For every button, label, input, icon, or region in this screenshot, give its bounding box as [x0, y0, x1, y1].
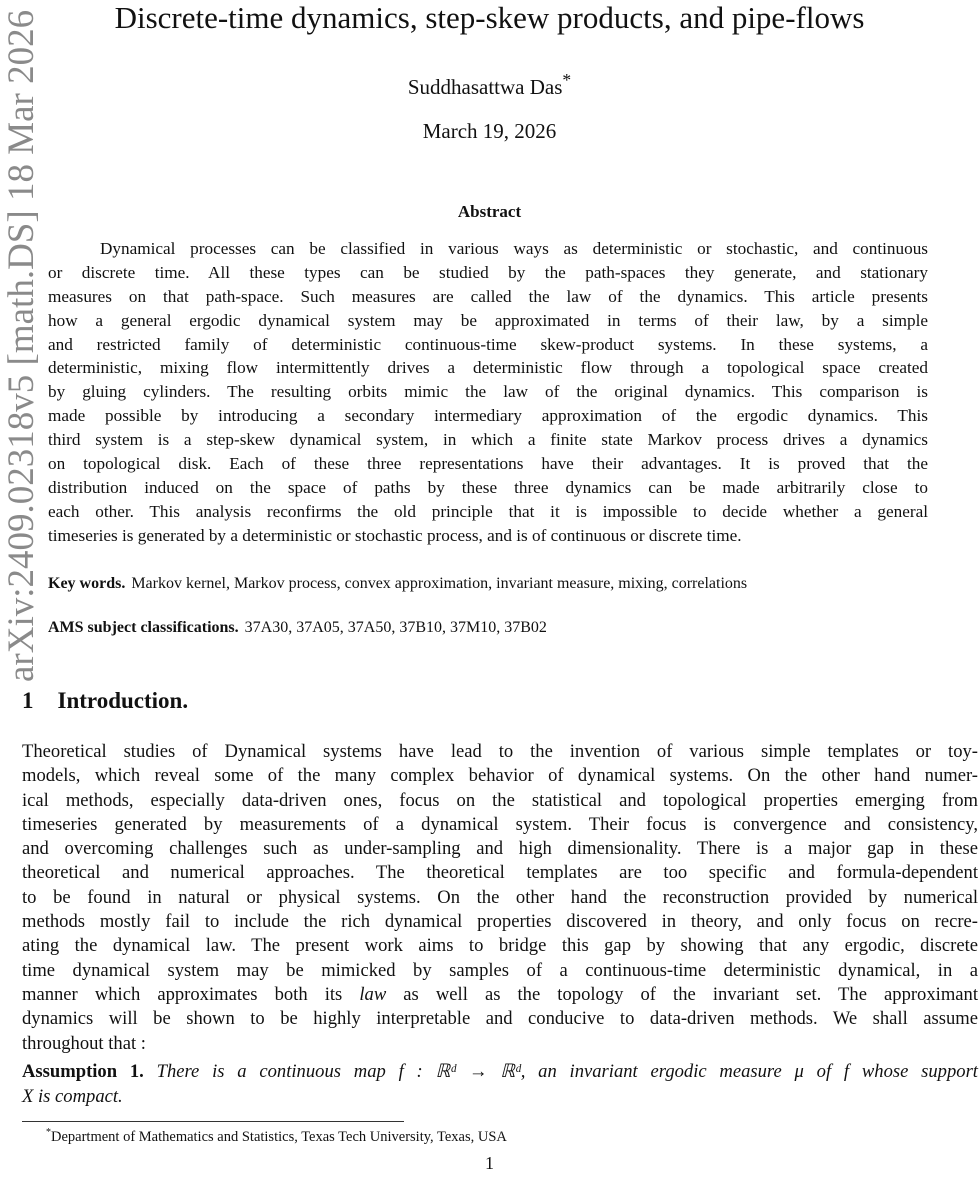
footnote — [46, 1127, 507, 1146]
section-heading — [22, 688, 188, 714]
assumption-line — [22, 1059, 978, 1084]
keywords — [48, 575, 747, 593]
abstract-line: or discrete time. All these types can be studied by the path-spaces they generate, and stationary — [48, 262, 928, 282]
arxiv-stamp: arXiv:2409.02318v5 [math.DS] 18 Mar 2026 — [1, 9, 42, 682]
intro-line: to be found in natural or physical systems. On the other hand the reconstruction provided by numerical — [22, 886, 978, 908]
assumption-1 — [22, 1059, 978, 1109]
assumption-text-2: X is compact. — [22, 1086, 123, 1107]
page-number: 1 — [485, 1153, 494, 1173]
abstract-line: each other. This analysis reconfirms the old principle that it is impossible to decide whether a general — [48, 501, 928, 521]
abstract-line: distribution induced on the space of paths by these three dynamics can be made arbitrarily close to — [48, 477, 928, 497]
intro-line: throughout that : — [22, 1032, 146, 1054]
abstract-heading: Abstract — [457, 202, 522, 221]
intro-line: timeseries generated by measurements of a dynamical system. Their focus is convergence and consistency, — [22, 813, 978, 835]
abstract-body — [48, 237, 928, 548]
author-name: Suddhasattwa Das — [407, 75, 563, 99]
date: March 19, 2026 — [422, 119, 557, 143]
footnote-mark: * — [46, 1127, 51, 1138]
section-number: 1 — [22, 688, 34, 713]
section-title: Introduction. — [57, 688, 189, 713]
abstract-line: measures on that path-space. Such measures are called the law of the dynamics. This article presents — [48, 286, 928, 306]
abstract-line: on topological disk. Each of these three representations have their advantages. It is proved that the — [48, 454, 928, 474]
intro-line: and overcoming challenges such as under-sampling and high dimensionality. There is a major gap in these — [22, 838, 978, 860]
intro-line: models, which reveal some of the many complex behavior of dynamical systems. On the other hand numer- — [22, 765, 978, 787]
paper-title: Discrete-time dynamics, step-skew products, and pipe-flows — [114, 0, 865, 35]
emphasis-law: law — [359, 983, 387, 1005]
author — [0, 70, 979, 100]
text-segment: as well as the topology of the invariant set. The approximant — [386, 983, 979, 1005]
abstract-line: by gluing cylinders. The resulting orbits mimic the law of the original dynamics. This comparison is — [48, 382, 928, 402]
assumption-text: There is a continuous map f : ℝᵈ → ℝᵈ, an invariant ergodic measure μ of f whose support — [156, 1061, 978, 1082]
text-segment: manner which approximates both its — [22, 983, 360, 1005]
intro-line: methods mostly fail to include the rich dynamical properties discovered in theory, and only focus on recre- — [22, 911, 978, 933]
footnote-text: Department of Mathematics and Statistics, Texas Tech University, Texas, USA — [51, 1128, 507, 1145]
abstract-line: Dynamical processes can be classified in various ways as deterministic or stochastic, and continuous — [100, 239, 928, 258]
ams-text: 37A30, 37A05, 37A50, 37B10, 37M10, 37B02 — [244, 619, 547, 636]
abstract-line: deterministic, mixing flow intermittently drives a deterministic flow through a topological space created — [48, 358, 928, 378]
abstract-line: made possible by introducing a secondary intermediary approximation of the ergodic dynamics. This — [48, 406, 928, 426]
assumption-label: Assumption 1. — [22, 1061, 144, 1082]
ams-classifications — [48, 619, 547, 637]
intro-line: ical methods, especially data-driven ones, focus on the statistical and topological properties emerging from — [22, 789, 978, 811]
abstract-line: how a general ergodic dynamical system may be approximated in terms of their law, by a simple — [48, 310, 928, 330]
footnote-rule — [22, 1121, 404, 1122]
intro-line — [22, 983, 978, 1007]
intro-line: ating the dynamical law. The present work aims to bridge this gap by showing that any ergodic, discrete — [22, 935, 978, 957]
intro-line: theoretical and numerical approaches. The theoretical templates are too specific and formula-dependent — [22, 862, 978, 884]
intro-line: dynamics will be shown to be highly interpretable and conducive to data-driven methods. We shall assume — [22, 1008, 978, 1030]
intro-paragraph — [22, 740, 978, 1056]
intro-line: time dynamical system may be mimicked by samples of a continuous-time deterministic dynamical, in a — [22, 959, 978, 981]
keywords-label: Key words. — [48, 575, 126, 592]
abstract-line: third system is a step-skew dynamical system, in which a finite state Markov process drives a dynamics — [48, 430, 928, 450]
abstract-line: and restricted family of deterministic continuous-time skew-product systems. In these systems, a — [48, 334, 928, 354]
abstract-line: timeseries is generated by a deterministic or stochastic process, and is of continuous or discrete time. — [48, 525, 742, 545]
ams-label: AMS subject classifications. — [48, 619, 239, 636]
assumption-line — [22, 1084, 978, 1109]
keywords-text: Markov kernel, Markov process, convex approximation, invariant measure, mixing, correlations — [131, 575, 748, 592]
author-footnote-mark: * — [562, 70, 572, 90]
intro-line: Theoretical studies of Dynamical systems have lead to the invention of various simple templates or toy- — [22, 741, 978, 762]
